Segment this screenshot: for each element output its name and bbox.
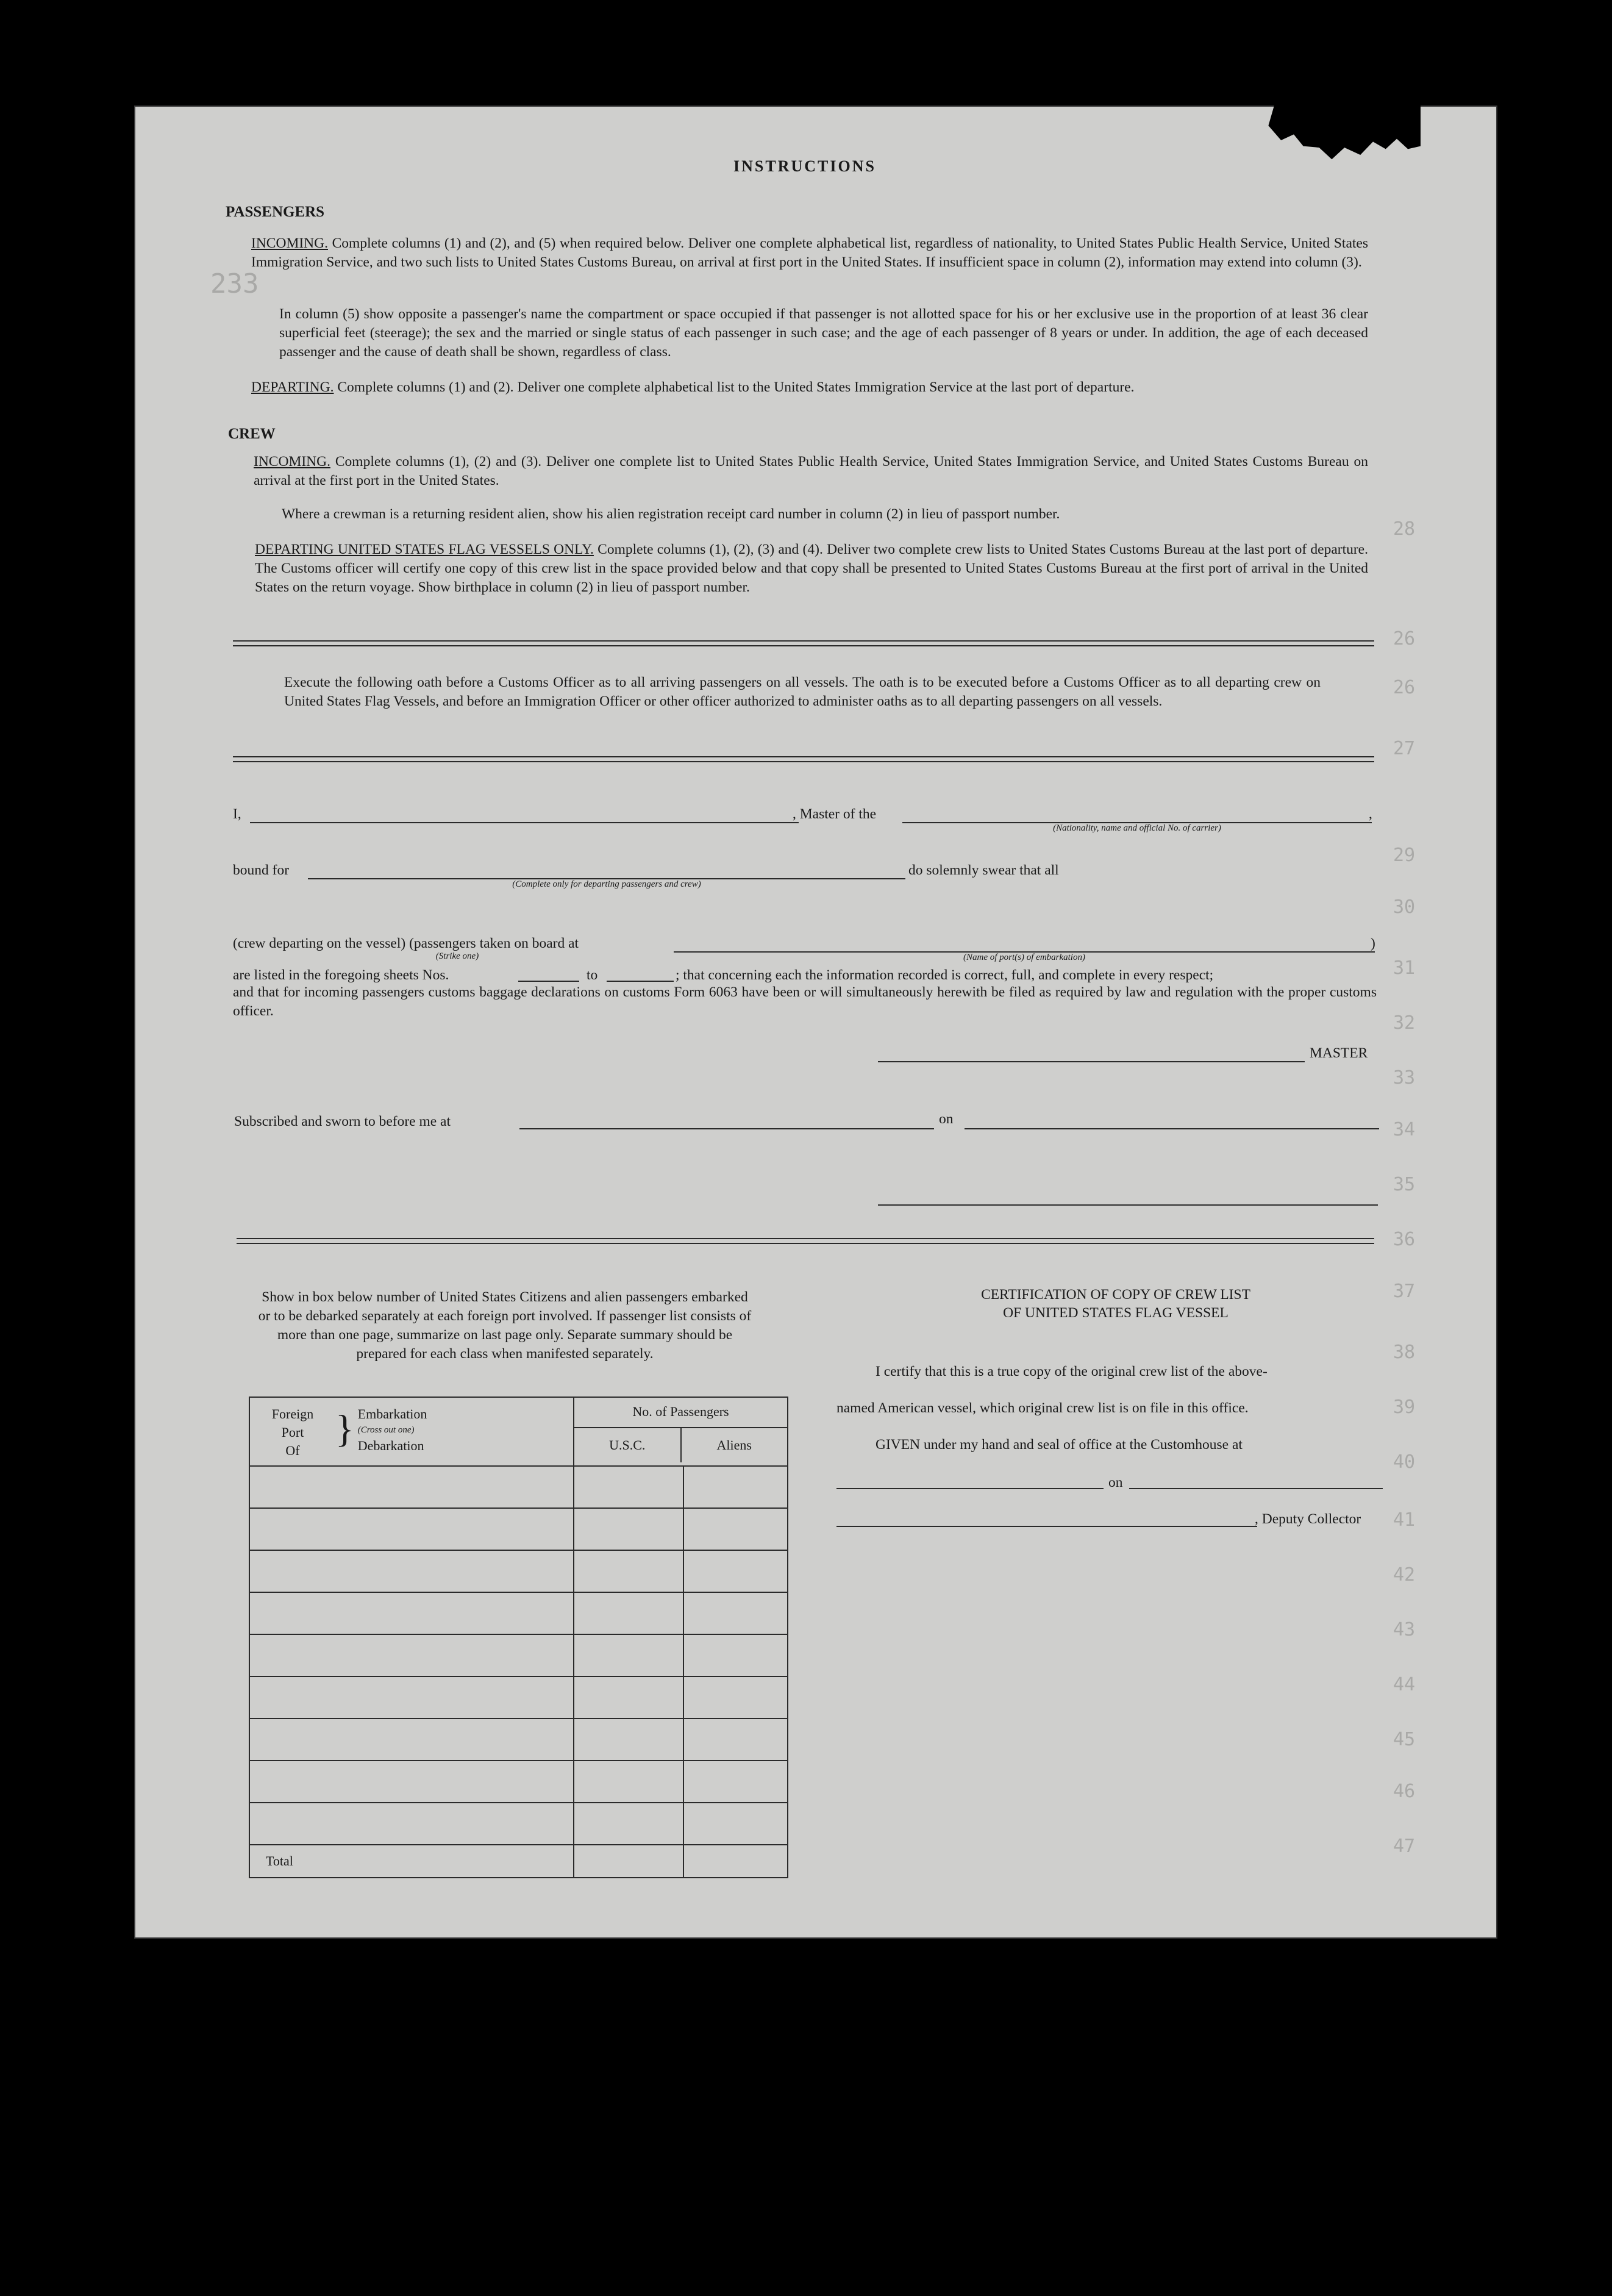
deputy-signature-blank[interactable]	[836, 1526, 1257, 1527]
embarkation-hint: (Name of port(s) of embarkation)	[963, 953, 1085, 962]
margin-number: 40	[1393, 1451, 1416, 1473]
crew-resident-paragraph: Where a crewman is a returning resident alien, show his alien registration receipt card number in column (2) in lieu of passport number.	[282, 506, 1060, 522]
usc-label: U.S.C.	[574, 1428, 682, 1462]
master-name-blank[interactable]	[250, 822, 799, 823]
crew-flag-paragraph	[255, 540, 1368, 597]
brace-glyph: }	[335, 1407, 354, 1450]
crew-heading: CREW	[228, 426, 276, 442]
margin-number: 31	[1393, 957, 1416, 979]
crew-incoming-paragraph	[254, 452, 1368, 490]
margin-number: 44	[1393, 1674, 1416, 1695]
sheets-from-blank[interactable]	[518, 981, 579, 982]
embarkation-debarkation-label	[354, 1405, 427, 1460]
margin-number: 35	[1393, 1174, 1416, 1195]
margin-number: 43	[1393, 1619, 1416, 1640]
margin-number: 46	[1393, 1781, 1416, 1802]
certification-on-label: on	[1108, 1475, 1123, 1490]
nationality-hint: (Nationality, name and official No. of carrier)	[1053, 823, 1221, 833]
passengers-incoming-text: Complete columns (1) and (2), and (5) when required below. Deliver one complete alphabetical list, regardless of nationality, to United States Public Health Service, United States Immigration Service, and two such lists to United States Customs Bureau, on arrival at first port in the United States. If insufficient space in column (2), information may extend into column (3).	[251, 235, 1368, 270]
margin-number: 45	[1393, 1729, 1416, 1750]
listed-text-to: to	[587, 967, 598, 983]
sworn-at-blank[interactable]	[519, 1128, 934, 1129]
crew-flag-text: Complete columns (1), (2), (3) and (4). Deliver two complete crew lists to United States Customs Bureau at the last port of departure. The Customs officer will certify one copy of this crew list in the space provided below and that copy shall be presented to United States Customs Bureau at the first port of arrival in the United States on the return voyage. Show birthplace in column (2) in lieu of passport number.	[255, 542, 1368, 595]
certification-title-1: CERTIFICATION OF COPY OF CREW LIST	[981, 1287, 1250, 1303]
margin-number: 34	[1393, 1119, 1416, 1140]
passenger-summary-table	[249, 1397, 788, 1878]
summary-row[interactable]	[249, 1592, 788, 1634]
summary-total-row	[249, 1845, 788, 1878]
master-signature-blank[interactable]	[878, 1061, 1305, 1062]
port-label: Port	[281, 1425, 304, 1440]
margin-number: 36	[1393, 1229, 1416, 1250]
certify-line-1: I certify that this is a true copy of the original crew list of the above-	[876, 1364, 1268, 1379]
close-paren: )	[1371, 935, 1375, 951]
passengers-header-cell	[574, 1397, 788, 1466]
sworn-date-blank[interactable]	[965, 1128, 1379, 1129]
margin-number: 27	[1393, 738, 1416, 759]
summary-row[interactable]	[249, 1634, 788, 1676]
no-of-passengers-label: No. of Passengers	[574, 1398, 787, 1428]
foreign-port-label	[250, 1405, 335, 1460]
margin-number: 233	[210, 268, 259, 299]
listed-text-b: ; that concerning each the information recorded is correct, full, and complete in every respect;	[676, 967, 1214, 983]
margin-number: 37	[1393, 1281, 1416, 1302]
sworn-on-label: on	[939, 1111, 954, 1127]
passengers-incoming-label: INCOMING.	[251, 235, 328, 251]
summary-row[interactable]	[249, 1761, 788, 1803]
master-label: MASTER	[1310, 1045, 1368, 1061]
given-text: GIVEN under my hand and seal of office at the Customhouse at	[876, 1437, 1243, 1453]
embarkation-label: Embarkation	[357, 1406, 427, 1422]
deputy-collector-label: , Deputy Collector	[1255, 1511, 1361, 1527]
certification-date-blank[interactable]	[1129, 1488, 1383, 1489]
margin-number: 39	[1393, 1397, 1416, 1418]
strike-one-hint: (Strike one)	[435, 951, 479, 961]
summary-row[interactable]	[249, 1550, 788, 1592]
certify-line-2: named American vessel, which original crew list is on file in this office.	[836, 1400, 1249, 1416]
crew-incoming-text: Complete columns (1), (2) and (3). Deliver one complete list to United States Public Health Service, United States Immigration Service, and United States Customs Bureau on arrival at the first port in the United States.	[254, 454, 1368, 488]
summary-header-row	[249, 1397, 788, 1466]
comma: ,	[1369, 806, 1372, 822]
margin-number: 32	[1393, 1012, 1416, 1034]
aliens-label: Aliens	[716, 1437, 752, 1453]
complete-only-hint: (Complete only for departing passengers and crew)	[512, 879, 701, 889]
margin-number: 41	[1393, 1509, 1416, 1531]
passengers-departing-label: DEPARTING.	[251, 379, 334, 395]
crew-incoming-label: INCOMING.	[254, 454, 330, 470]
summary-row[interactable]	[249, 1676, 788, 1718]
margin-number: 47	[1393, 1836, 1416, 1857]
summary-instructions: Show in box below number of United States Citizens and alien passengers embarked or to be debarked separately at each foreign port involved. If passenger list consists of more than one page, summarize on last page only. Separate summary should be prepared for each class when manifested separately.	[258, 1289, 752, 1362]
margin-number: 26	[1393, 677, 1416, 698]
margin-number: 30	[1393, 896, 1416, 918]
crew-departing-text: (crew departing on the vessel) (passengers taken on board at	[233, 935, 579, 951]
oath-i-label: I,	[233, 806, 241, 822]
foreign-label: Foreign	[271, 1406, 314, 1422]
bound-for-label: bound for	[233, 862, 290, 878]
passengers-departing-paragraph	[251, 378, 1368, 397]
oath-intro: Execute the following oath before a Customs Officer as to all arriving passengers on all vessels. The oath is to be executed before a Customs Officer as to all departing crew on United States Flag Vessels, and before an Immigration Officer or other officer authorized to administer oaths as to all departing passengers on all vessels.	[284, 674, 1321, 709]
crew-flag-label: DEPARTING UNITED STATES FLAG VESSELS ONLY.	[255, 542, 594, 557]
customhouse-blank[interactable]	[836, 1488, 1104, 1489]
passengers-heading: PASSENGERS	[226, 204, 325, 220]
summary-row[interactable]	[249, 1718, 788, 1761]
margin-number: 38	[1393, 1342, 1416, 1363]
margin-number: 33	[1393, 1067, 1416, 1089]
section-divider	[233, 756, 1374, 762]
sheets-to-blank[interactable]	[607, 981, 674, 982]
section-divider	[233, 640, 1374, 646]
passengers-departing-text: Complete columns (1) and (2). Deliver one complete alphabetical list to the United States Immigration Service at the last port of departure.	[337, 379, 1135, 395]
of-label: Of	[285, 1443, 300, 1458]
listed-text-c: and that for incoming passengers customs baggage declarations on customs Form 6063 have been or will simultaneously herewith be filed as required by law and regulation with the proper customs officer.	[233, 984, 1377, 1019]
port-header-cell	[249, 1397, 574, 1466]
swear-text: do solemnly swear that all	[908, 862, 1059, 878]
margin-number: 26	[1393, 628, 1416, 649]
passengers-incoming-paragraph	[251, 234, 1368, 272]
debarkation-label: Debarkation	[357, 1438, 424, 1453]
certification-title-2: OF UNITED STATES FLAG VESSEL	[1003, 1305, 1229, 1321]
master-of-label: , Master of the	[793, 806, 877, 822]
section-divider	[237, 1238, 1374, 1244]
cross-out-hint: (Cross out one)	[357, 1425, 415, 1435]
summary-row[interactable]	[249, 1466, 788, 1508]
summary-row[interactable]	[249, 1803, 788, 1845]
margin-number: 42	[1393, 1564, 1416, 1586]
margin-number: 29	[1393, 845, 1416, 866]
passengers-column5-paragraph: In column (5) show opposite a passenger's name the compartment or space occupied if that passenger is not allotted space for his or her exclusive use in the proportion of at least 36 clear superficial feet (steerage); the sex and the married or single status of each passenger in such case; and the age of each passenger of 8 years or under. In addition, the age of each deceased passenger and the cause of death shall be shown, regardless of class.	[279, 306, 1368, 360]
total-label: Total	[249, 1845, 574, 1878]
margin-number: 28	[1393, 518, 1416, 540]
page-title: INSTRUCTIONS	[733, 157, 876, 175]
subscribed-text: Subscribed and sworn to before me at	[234, 1114, 451, 1129]
officer-signature-blank[interactable]	[878, 1204, 1378, 1206]
listed-text-a: are listed in the foregoing sheets Nos.	[233, 967, 449, 983]
summary-row[interactable]	[249, 1508, 788, 1550]
